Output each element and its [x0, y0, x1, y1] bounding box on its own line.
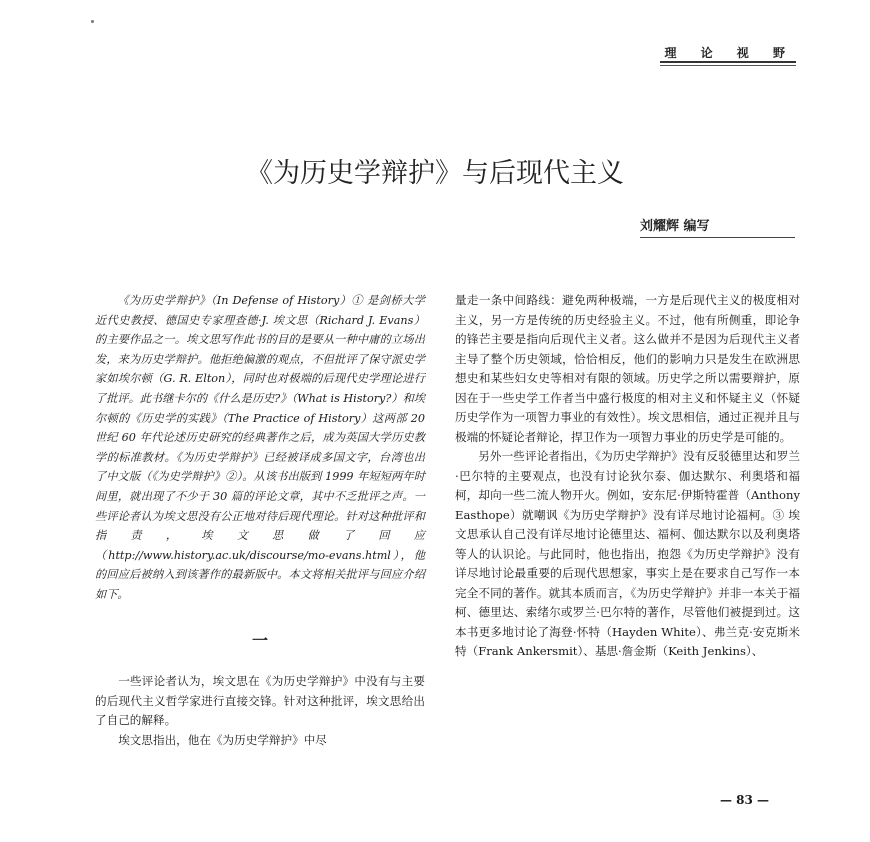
scan-speck: [91, 20, 94, 23]
header-rule-thin: [660, 65, 796, 66]
left-body: [95, 672, 425, 750]
section-label: 理 论 视 野: [664, 46, 795, 60]
section-number: 一: [251, 630, 268, 650]
article-title: 《为历史学辩护》与后现代主义: [246, 158, 624, 189]
intro-paragraph: 《为历史学辩护》（In Defense of History）① 是剑桥大学近代史教授、德国史专家理查德·J. 埃文思（Richard J. Evans）的主要作品之一。埃文思写作此书的目的是要从一种中庸的立场出发，来为历史学辩护。他拒绝偏激的观点，不但批评了保守派史学家如埃尔顿（G. R. Elton），同时也对极端的后现代史学理论进行了批评。此书继卡尔的《什么是历史?》（What is History?）和埃尔顿的《历史学的实践》（The Practice of History）这两部 20 世纪 60 年代论述历史研究的经典著作之后，成为英国大学历史教学的标准教材。《为历史学辩护》已经被译成多国文字，台湾也出了中文版（《为史学辩护》②）。从该书出版到 1999 年短短两年时间里，就出现了不少于 30 篇的评论文章，其中不乏批评之声。一些评论者认为埃文思没有公正地对待后现代理论。针对这种批评和指责，埃文思做了回应（http://www.history.ac.uk/discourse/mo-evans.html），他的回应后被纳入到该著作的最新版中。本文将相关批评与回应介绍如下。: [95, 294, 425, 601]
continuation-paragraph: 量走一条中间路线：避免两种极端，一方是后现代主义的极度相对主义，另一方是传统的历史经验主义。不过，他有所侧重，即论争的锋芒主要是指向后现代主义者。这么做并不是因为后现代主义者主导了整个历史领域，恰恰相反，他们的影响力只是发生在欧洲思想史和某些妇女史等相对有限的领域。历史学之所以需要辩护，原因在于一些史学工作者当中盛行极度的相对主义和怀疑主义（怀疑历史学作为一项智力事业的有效性）。埃文思相信，通过正视并且与极端的怀疑论者辩论，捍卫作为一项智力事业的历史学是可能的。: [455, 293, 800, 444]
body-paragraph: 另外一些评论者指出，《为历史学辩护》没有反驳德里达和罗兰·巴尔特的主要观点，也没有讨论狄尔泰、伽达默尔、利奥塔和福柯，却向一些二流人物开火。例如，安东尼·伊斯特霍普（Anthony Easthope）就嘲讽《为历史学辩护》没有详尽地讨论福柯。③ 埃文思承认自己没有详尽地讨论德里达、福柯、伽达默尔以及利奥塔等人的认识论。与此同时，他也指出，抱怨《为历史学辩护》没有详尽地讨论最重要的后现代思想家，事实上是在要求自己写作一本完全不同的著作。就其本质而言，《为历史学辩护》并非一本关于福柯、德里达、索绪尔或罗兰·巴尔特的著作，尽管他们被提到过。这本书更多地讨论了海登·怀特（Hayden White）、弗兰克·安克斯米特（Frank Ankersmit）、基思·詹金斯（Keith Jenkins）、: [455, 449, 800, 658]
article-author: 刘耀辉 编写: [640, 215, 795, 238]
right-column: [455, 291, 800, 662]
body-paragraph: 埃文思指出，他在《为历史学辩护》中尽: [118, 732, 327, 747]
left-column: [95, 291, 425, 750]
header-rule: [660, 61, 796, 63]
body-paragraph: 一些评论者认为，埃文思在《为历史学辩护》中没有与主要的后现代主义哲学家进行直接交锋。针对这种批评，埃文思给出了自己的解释。: [95, 674, 425, 727]
page-number: — 83 —: [720, 793, 770, 807]
